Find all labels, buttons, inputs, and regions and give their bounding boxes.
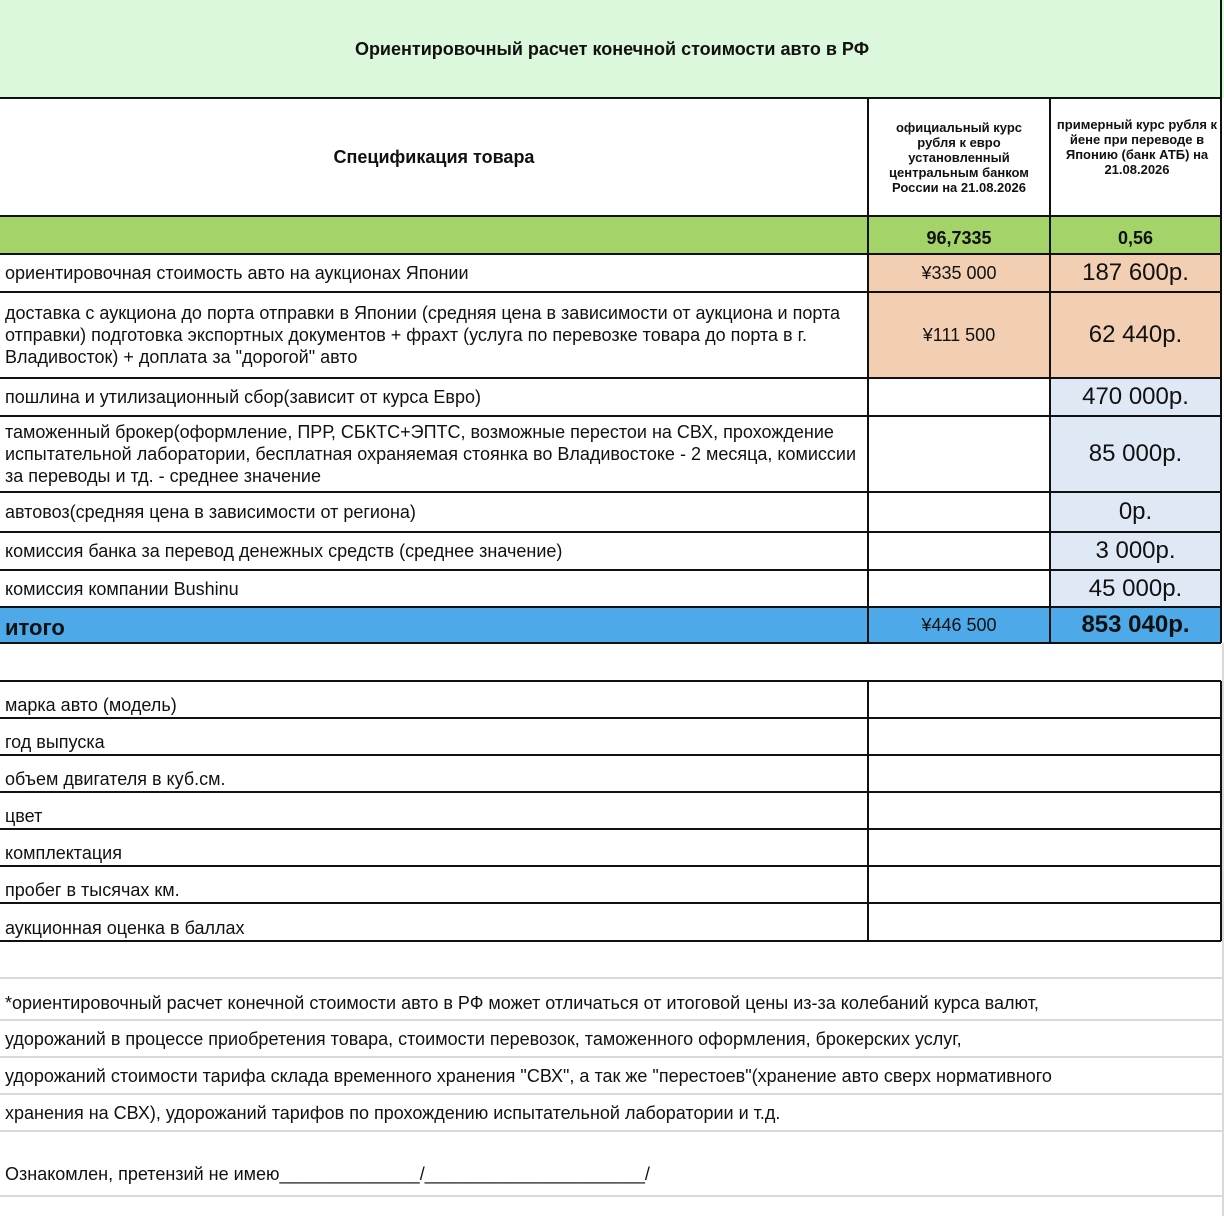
grid-line — [1049, 98, 1051, 643]
spec-header: Спецификация товара — [333, 146, 535, 167]
euro-rate-header: официальный курс рубля к евро установленный центральным банком России на 21.08.2026 — [889, 119, 1029, 195]
signature-line: Ознакомлен, претензий не имею______________/______________________/ — [5, 1163, 650, 1184]
grid-line — [0, 531, 1221, 533]
grid-line — [0, 569, 1221, 571]
cost-row-rub: 3 000р. — [1095, 537, 1176, 564]
cost-row-label: пошлина и утилизационный сбор(зависит от курса Евро) — [5, 387, 481, 407]
cost-row-rub: 45 000р. — [1088, 574, 1183, 602]
grid-line — [0, 415, 1221, 417]
cost-row-label: автовоз(средняя цена в зависимости от региона) — [5, 502, 416, 522]
car-info-label: аукционная оценка в баллах — [5, 918, 245, 938]
grid-line — [0, 1093, 1224, 1095]
disclaimer-line: удорожаний стоимости тарифа склада временного хранения "СВХ", а так же "перестоев"(хранение авто сверх нормативного — [5, 1065, 1052, 1086]
grid-line — [0, 491, 1221, 493]
cost-row-rub: 62 440р. — [1088, 321, 1183, 348]
grid-line — [0, 642, 1221, 644]
cost-row-label: ориентировочная стоимость авто на аукционах Японии — [5, 263, 469, 283]
grid-line — [0, 1130, 1224, 1132]
car-info-value[interactable] — [870, 718, 1220, 755]
cost-row-rub: 187 600р. — [1082, 259, 1189, 286]
grid-line — [0, 1056, 1224, 1058]
car-info-label: марка авто (модель) — [5, 694, 177, 715]
grid-line — [0, 1195, 1224, 1197]
grid-line — [0, 791, 1221, 793]
disclaimer-line: *ориентировочный расчет конечной стоимости авто в РФ может отличаться от итоговой цены из-за колебаний курса валют, — [5, 992, 1039, 1013]
grid-line — [0, 377, 1221, 379]
cost-row-label: таможенный брокер(оформление, ПРР, СБКТС+ЭПТС, возможные перестои на СВХ, прохождение испытательной лаборатории, бесплатная охраняемая стоянка во Владивостоке - 2 месяца, комиссии за переводы и тд. - среднее значение — [5, 422, 857, 486]
total-label: итого — [5, 615, 65, 640]
grid-line — [0, 865, 1221, 867]
yen-rate-value: 0,56 — [1117, 227, 1154, 248]
grid-line — [0, 940, 1221, 942]
car-info-value[interactable] — [870, 681, 1220, 718]
grid-line — [0, 977, 1224, 979]
car-info-value[interactable] — [870, 829, 1220, 866]
disclaimer-line: удорожаний в процессе приобретения товара, стоимости перевозок, таможенного оформления, брокерских услуг, — [5, 1028, 962, 1049]
grid-line — [0, 253, 1221, 255]
cost-row-yen: ¥335 000 — [921, 263, 997, 283]
grid-line — [867, 98, 869, 643]
grid-line — [0, 680, 1221, 682]
car-info-label: комплектация — [5, 842, 122, 863]
grid-line — [0, 291, 1221, 293]
cost-row-label: доставка с аукциона до порта отправки в Японии (средняя цена в зависимости от аукциона и порта отправки) подготовка экспортных документов + фрахт (услуга по перевозке товара до порта в г. Владивосток) + доплата за "дорогой" авто — [5, 303, 841, 367]
grid-line — [867, 681, 869, 941]
grid-line — [0, 754, 1221, 756]
grid-line — [1220, 0, 1222, 643]
grid-line — [0, 717, 1221, 719]
cost-row-yen: ¥111 500 — [922, 325, 996, 345]
grid-line — [0, 902, 1221, 904]
grid-line — [0, 1019, 1224, 1021]
grid-line — [0, 215, 1221, 217]
car-info-value[interactable] — [870, 755, 1220, 792]
grid-line — [0, 97, 1221, 99]
euro-rate-value: 96,7335 — [926, 227, 992, 248]
grid-line — [0, 828, 1221, 830]
total-rub: 853 040р. — [1081, 611, 1190, 638]
cost-row-label: комиссия банка за перевод денежных средств (среднее значение) — [5, 541, 563, 561]
car-info-label: цвет — [5, 805, 43, 826]
car-info-value[interactable] — [870, 792, 1220, 829]
total-yen: ¥446 500 — [921, 615, 997, 635]
grid-line — [0, 606, 1221, 608]
cost-row-rub: 0р. — [1118, 498, 1153, 525]
car-info-value[interactable] — [870, 903, 1220, 941]
cost-row-label: комиссия компании Bushinu — [5, 578, 239, 599]
page-title: Ориентировочный расчет конечной стоимости авто в РФ — [354, 38, 870, 59]
car-info-label: пробег в тысячах км. — [5, 879, 180, 900]
cost-row-rub: 85 000р. — [1088, 440, 1183, 467]
car-info-label: год выпуска — [5, 731, 105, 752]
cost-row-rub: 470 000р. — [1082, 383, 1189, 410]
disclaimer-line: хранения на СВХ), удорожаний тарифов по прохождению испытательной лаборатории и т.д. — [5, 1102, 781, 1123]
car-info-value[interactable] — [870, 866, 1220, 903]
car-info-label: объем двигателя в куб.см. — [5, 768, 226, 789]
yen-rate-header: примерный курс рубля к йене при переводе в Японию (банк АТБ) на 21.08.2026 — [1056, 117, 1218, 177]
